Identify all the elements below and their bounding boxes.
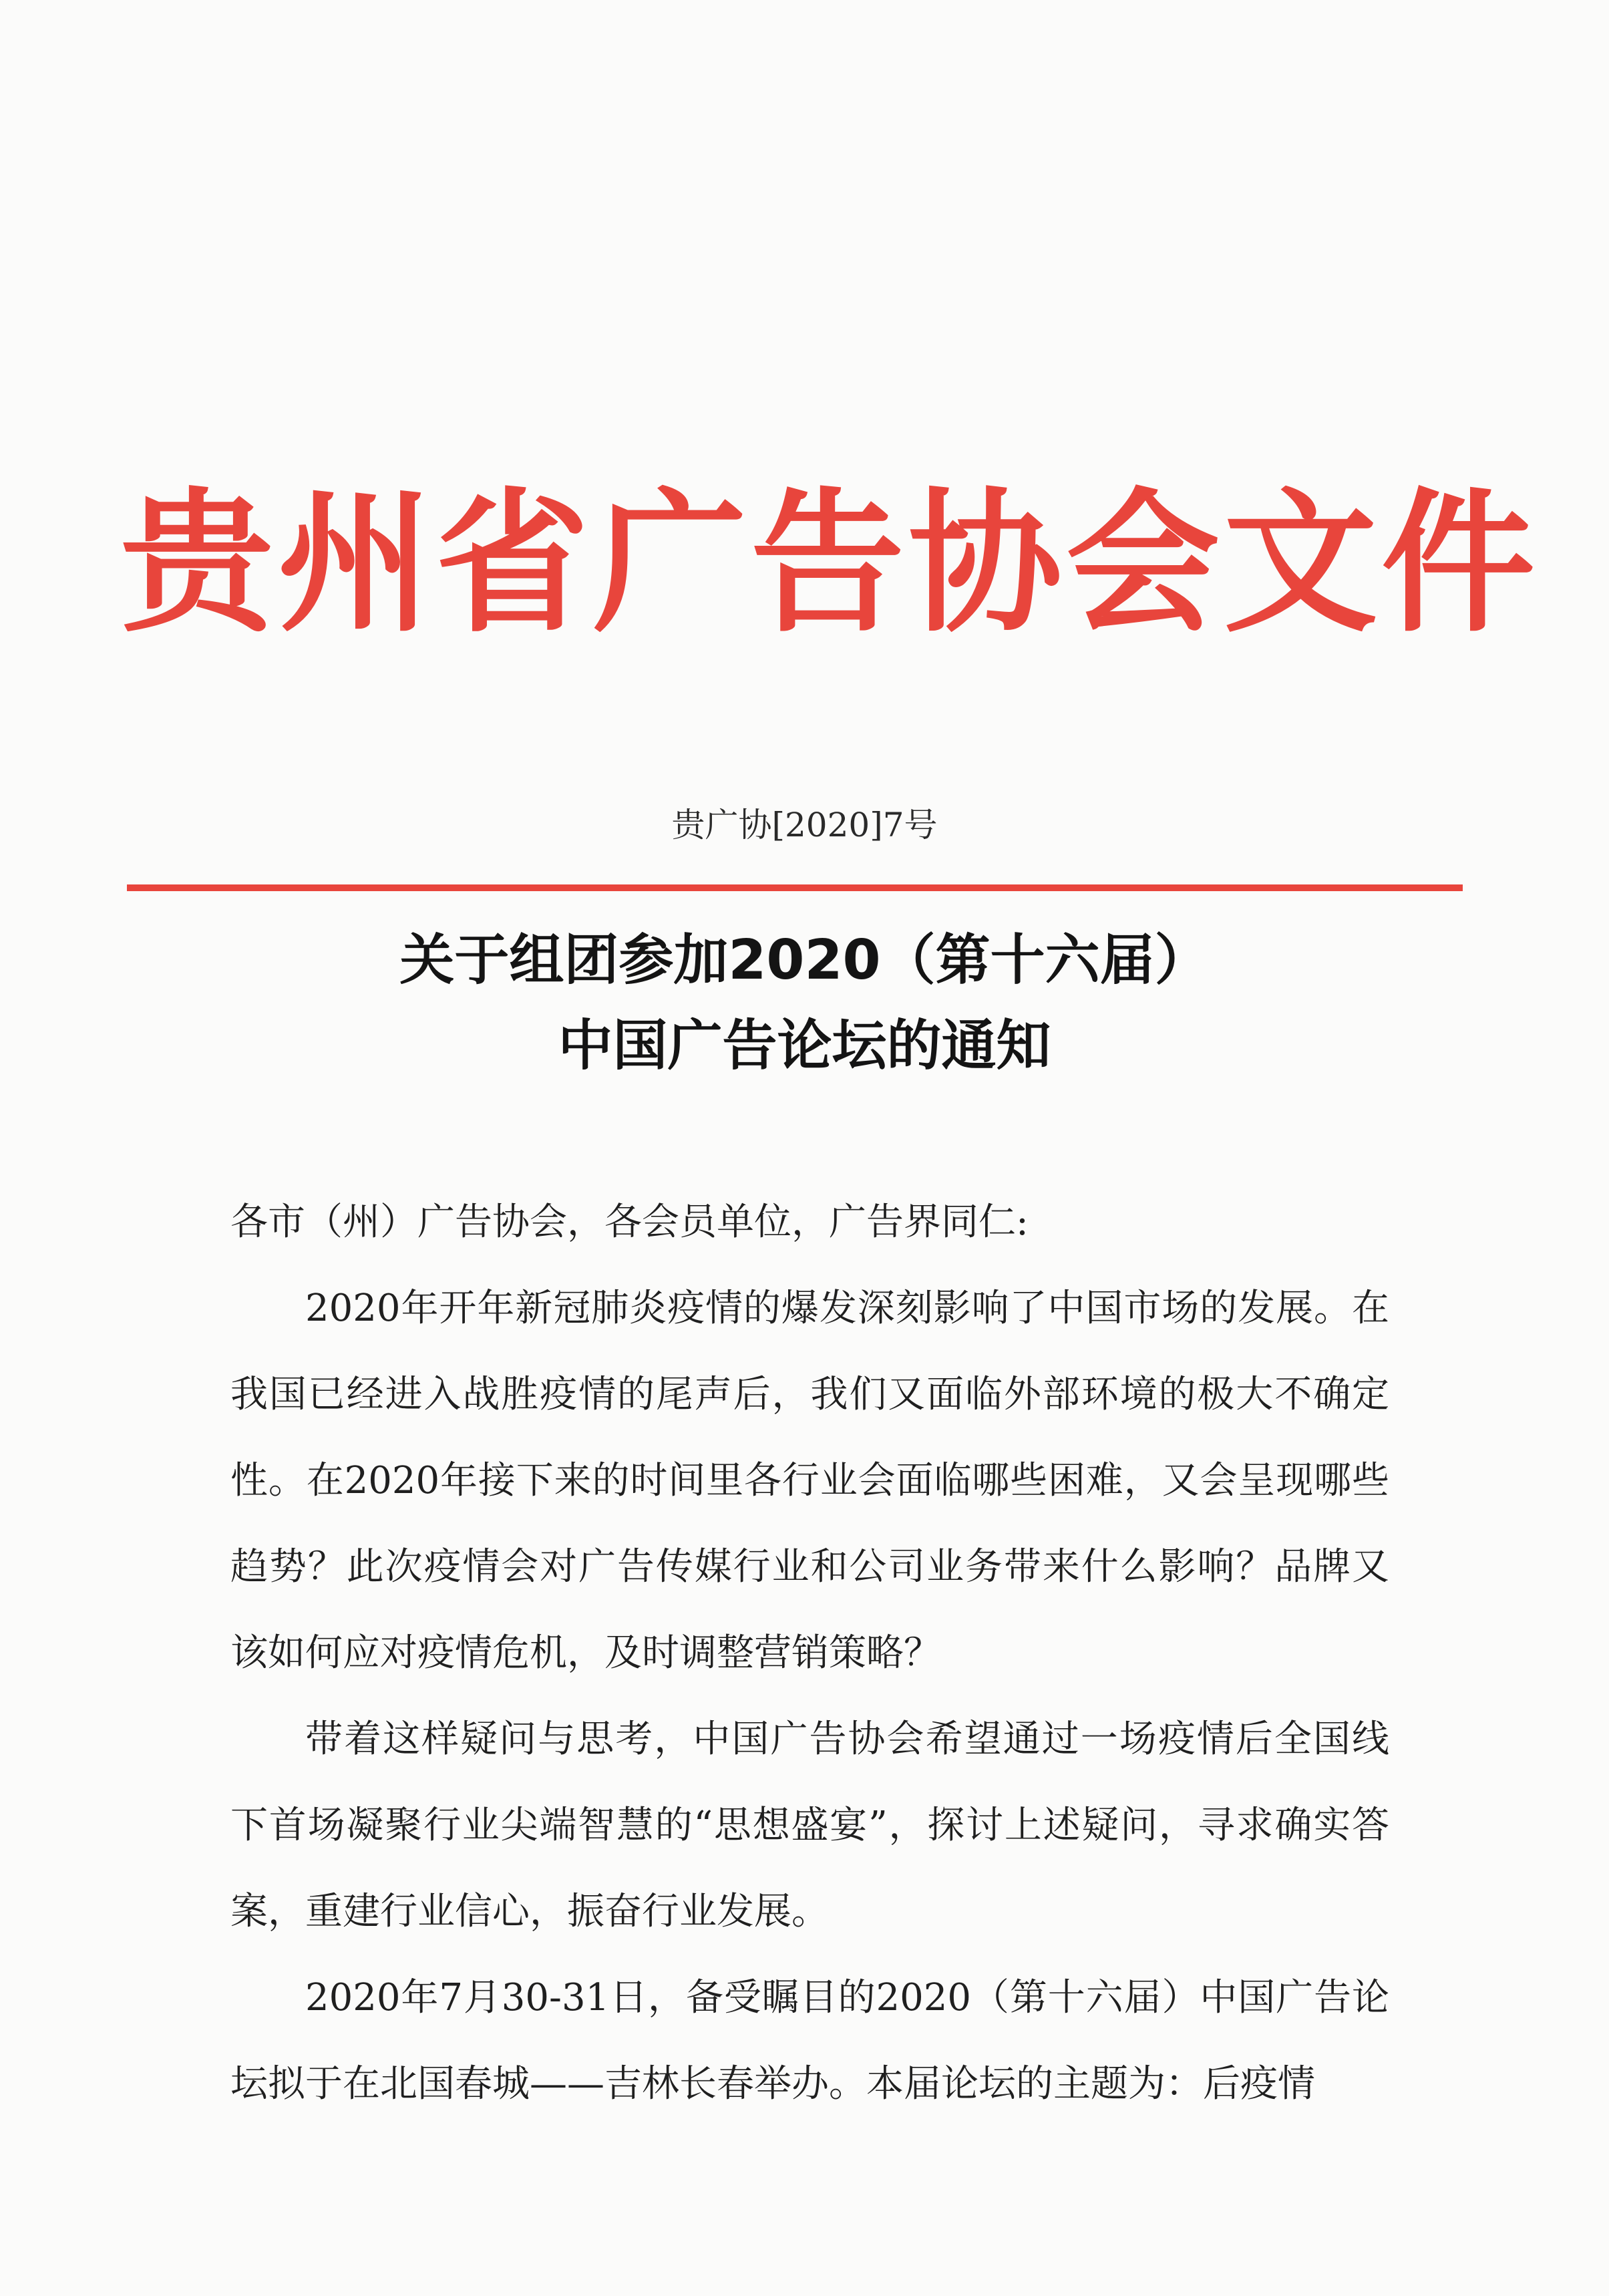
paragraph-2: 带着这样疑问与思考，中国广告协会希望通过一场疫情后全国线下首场凝聚行业尖端智慧的“思想盛宴”，探讨上述疑问，寻求确实答案，重建行业信心，振奋行业发展。 (230, 1717, 1389, 1933)
notice-title-line-1: 关于组团参加2020（第十六届） (399, 929, 1210, 992)
document-number: 贵广协[2020]7号 (671, 806, 938, 844)
salutation: 各市（州）广告协会，各会员单位，广告界同仁: (230, 1200, 1029, 1244)
issuer-header: 贵州省广告协会文件 (120, 475, 1540, 653)
red-divider (127, 884, 1463, 891)
paragraph-3: 2020年7月30-31日，备受瞩目的2020（第十六届）中国广告论坛拟于在北国春城——吉林长春举办。本届论坛的主题为：后疫情 (230, 1976, 1389, 2106)
notice-title-line-2: 中国广告论坛的通知 (558, 1014, 1051, 1078)
paragraph-1: 2020年开年新冠肺炎疫情的爆发深刻影响了中国市场的发展。在我国已经进入战胜疫情的尾声后，我们又面临外部环境的极大不确定性。在2020年接下来的时间里各行业会面临哪些困难，又会呈现哪些趋势？此次疫情会对广告传媒行业和公司业务带来什么影响？品牌又该如何应对疫情危机，及时调整营销策略？ (230, 1287, 1389, 1675)
notice-body (230, 1179, 1389, 2127)
